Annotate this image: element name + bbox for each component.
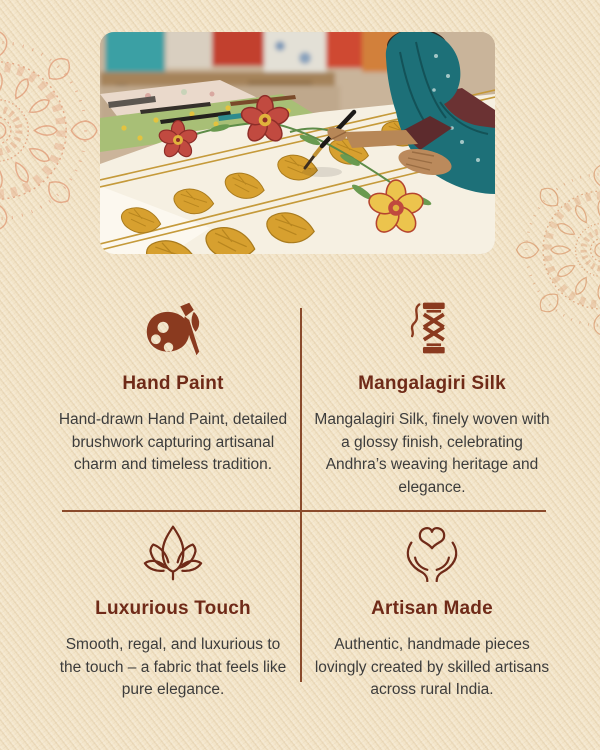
feature-title: Artisan Made	[371, 598, 493, 619]
hands-holding-heart-icon	[305, 524, 559, 582]
feature-title: Luxurious Touch	[95, 598, 251, 619]
lotus-icon	[45, 524, 301, 582]
feature-title: Hand Paint	[122, 373, 224, 394]
feature-description: Smooth, regal, and luxurious to the touch – a fabric that feels like pure elegance.	[59, 636, 287, 698]
feature-card-mangalagiri-silk	[305, 299, 559, 499]
thread-spool-icon	[305, 299, 559, 357]
feature-card-luxurious-touch	[45, 524, 301, 702]
feature-card-artisan-made	[305, 524, 559, 702]
mandala-ornament-left-icon	[0, 28, 100, 233]
horizontal-divider	[62, 510, 546, 512]
paint-palette-brush-icon	[45, 299, 301, 357]
hero-photo	[100, 32, 495, 254]
feature-title: Mangalagiri Silk	[358, 373, 506, 394]
feature-card-hand-paint	[45, 299, 301, 477]
feature-description: Mangalagiri Silk, finely woven with a glossy finish, celebrating Andhra’s weaving heritage and elegance.	[314, 411, 550, 496]
feature-description: Authentic, handmade pieces lovingly created by skilled artisans across rural India.	[314, 636, 550, 698]
feature-description: Hand-drawn Hand Paint, detailed brushwork capturing artisanal charm and timeless tradition.	[58, 411, 288, 473]
